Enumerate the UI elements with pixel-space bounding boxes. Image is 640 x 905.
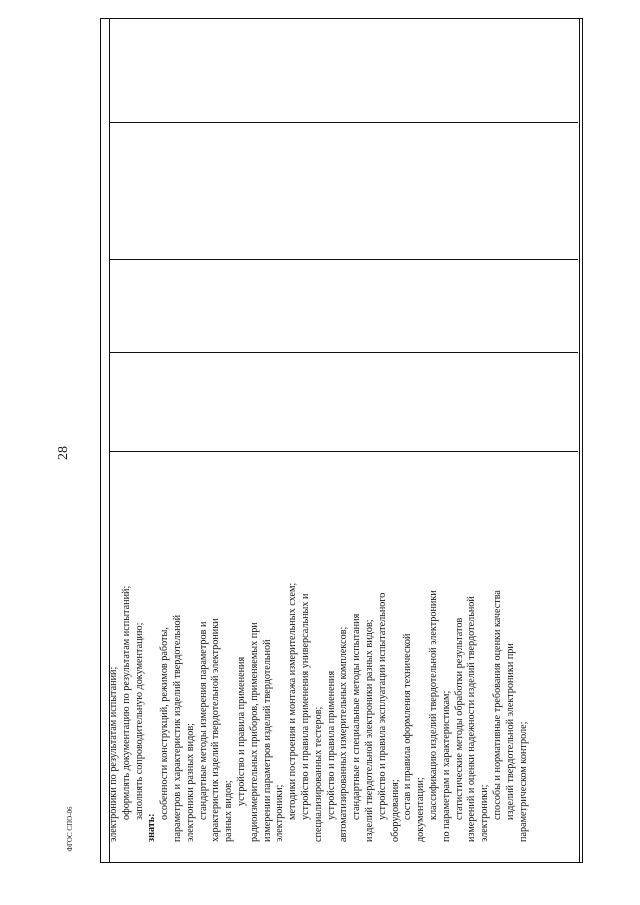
table-cell-line: устройство и правила эксплуатации испытательного (376, 592, 388, 820)
table-cell-line: особенности конструкций, режимов работы, (159, 627, 171, 820)
table-cell-line: способы и нормативные требования оценки качества (491, 590, 503, 820)
table-cell-line: стандартные и специальные методы испытания (351, 613, 363, 820)
table-cell-line: изделий твердотельной электроники разных видов; (363, 619, 375, 842)
table-cell-knowledge-skills (108, 452, 576, 842)
table-cell-line: разных видов; (223, 780, 235, 842)
table-cell-line: параметров и характеристик изделий твердотельной (171, 614, 183, 842)
table-cell-line: специализированных тестеров; (312, 706, 324, 842)
table-cell-line: по параметрам и характеристикам; (440, 690, 452, 842)
table-cell-line: электроники разных видов; (184, 723, 196, 842)
table-cell-line: стандартные методы измерения параметров и (197, 621, 209, 820)
table-cell-line: состав и правила оформления технической (402, 633, 414, 820)
table-cell-line: устройство и правила применения (235, 656, 247, 806)
table-cell-line: радиоизмерительных приборов, применяемых при (248, 622, 260, 842)
table-cell-line: устройство и правила применения (325, 670, 337, 820)
table-cell-line: измерений и оценки надежности изделий твердотельной (466, 596, 478, 842)
table-cell-line: классификацию изделий твердотельной электроники (427, 590, 439, 820)
table-cell-line: заполнять сопроводительную документацию; (133, 622, 145, 820)
table-cell-line: устройство и правила применения универсальных и (299, 593, 311, 820)
table-cell-line: оформлять документацию по результатам испытаний; (120, 585, 132, 820)
document-code: ФГОС СПО-06 (66, 806, 74, 852)
table-cell-line: статистические методы обработки результатов (453, 617, 465, 820)
table-cell-line: измерении параметров изделий твердотельной (261, 639, 273, 842)
row-divider (109, 122, 578, 123)
table-cell-line: знать: (146, 813, 158, 842)
table-cell-line: методики построения и монтажа измерительных схем; (287, 582, 299, 820)
row-divider (109, 259, 578, 260)
table-cell-line: документации; (415, 777, 427, 842)
table-cell-line: электроники по результатам испытаний; (108, 666, 119, 842)
table-cell-line: электроники; (274, 784, 286, 842)
table-cell-line: характеристик изделий твердотельной электроники (210, 618, 222, 842)
page-number: 28 (56, 446, 71, 460)
table-cell-line: оборудования; (389, 779, 401, 842)
row-divider (109, 352, 578, 353)
table-cell-line: электроники; (479, 784, 491, 842)
table-cell-line: автоматизированных измерительных комплексов; (338, 626, 350, 842)
table-cell-line: изделий твердотельной электроники при (504, 643, 516, 820)
table-divider-right (579, 19, 580, 862)
table-cell-line: параметрическом контроле; (517, 721, 529, 842)
